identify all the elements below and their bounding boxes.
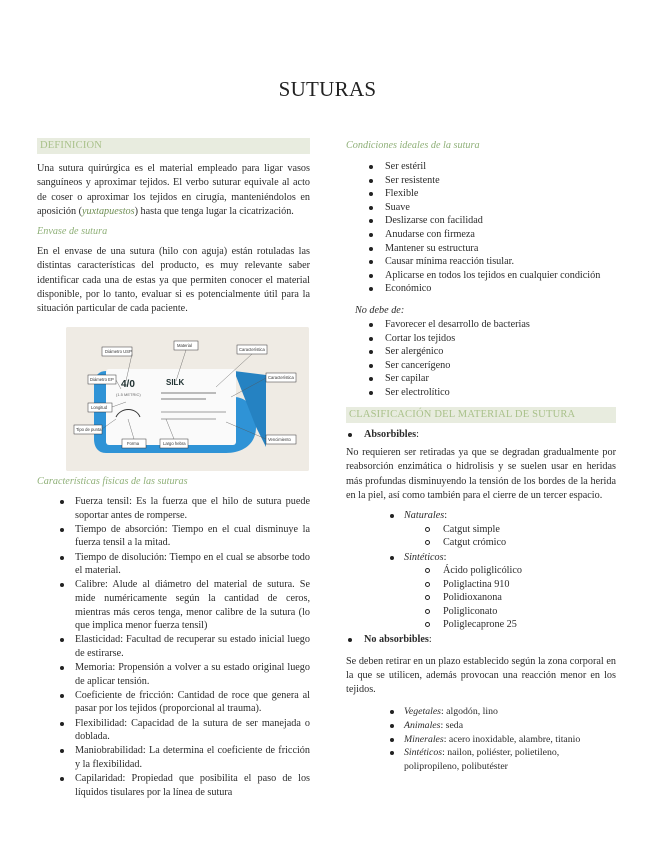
sintetico-item: Poliglecaprone 25 [421,618,616,632]
suture-package-illustration [66,327,309,471]
no-absorbible-item [346,733,616,747]
fisica-item [37,551,310,578]
no-absorbible-label: Sintéticos [404,747,443,759]
ideal-item: Económico [346,282,616,296]
naturales-label: Naturales [404,510,445,522]
no-debe-item: Ser electrolítico [346,386,616,400]
natural-item: Catgut crómico [421,536,616,550]
sintetico-item: Polidioxanona [421,591,616,605]
absorbibles-bullet: Absorbibles: [346,428,616,442]
no-debe-item: Favorecer el desarrollo de bacterias [346,318,616,332]
suture-package-image [66,327,309,471]
no-debe-heading: No debe de: [355,304,405,316]
label-caracteristica-1: Característica [239,347,265,352]
sinteticos-item: Sintéticos: [346,551,616,565]
fisica-item [37,689,310,716]
no-debe-list [346,318,616,400]
no-absorbibles-list [346,705,616,773]
sinteticos-label: Sintéticos [404,551,444,563]
definicion-text-1: Una sutura quirúrgica es el material empleado para ligar vasos sanguíneos y aproximar tejidos. El verbo suturar equivale al acto de coser o aproximar los tejidos en cirugía, manteniéndolos en aposición ( [37,163,310,217]
naturales-item: Naturales: [346,509,616,523]
fisica-term: Fuerza tensil [75,496,130,507]
fisica-term: Elasticidad [75,634,121,646]
no-debe-item: Ser alergénico [346,345,616,359]
fisica-item [37,578,310,632]
no-absorbibles-label: No absorbibles [364,633,429,645]
fisica-item [37,744,310,771]
absorbibles-paragraph: No requieren ser retiradas ya que se degradan gradualmente por reabsorción enzimática o hidrolisis y se suelen usar en heridas más profundas disminuyendo la tensión de los bordes de la herida en la piel, así como también para el cierre de un tercer espacio. [346,447,616,501]
ideal-item: Aplicarse en todos los tejidos en cualquier condición [346,269,616,283]
ideal-item: Flexible [346,187,616,201]
natural-item: Catgut simple [421,523,616,537]
ideales-list [346,160,616,296]
page-title: SUTURAS [278,77,377,101]
fisica-desc: : Capacidad de la sutura de ser manejada o doblada. [75,717,310,743]
no-absorbible-label: Vegetales [404,706,441,718]
absorbibles-label: Absorbibles [364,428,417,440]
package-sub-text: (1.5 METRIC) [116,392,141,397]
fisica-term: Tiempo de absorción [75,523,165,535]
envase-heading: Envase de sutura [37,226,108,238]
definicion-paragraph [37,162,310,219]
fisica-desc: : Tiempo en el cual se absorbe todo el material. [75,551,310,577]
label-diametro-ep: Diámetro EP [90,377,114,382]
sinteticos-list [421,564,616,632]
no-absorbible-item [346,746,616,773]
fisica-desc: : Alude al diámetro del material de sutura. Se mide numéricamente según la cantidad de ceros, mientras más ceros tenga, menor calibre de la sutura (lo que implica menor fuerza tensil) [75,579,310,632]
fisica-item [37,772,310,799]
label-diametro-usp: Diámetro USP [105,349,132,354]
fisica-item [37,661,310,688]
ideal-item: Ser estéril [346,160,616,174]
no-absorbible-text: : seda [440,720,464,732]
label-vencimiento: Vencimiento [268,437,291,442]
fisica-term: Calibre [75,579,105,591]
no-debe-item: Ser cancerígeno [346,359,616,373]
sintetico-item: Poligliconato [421,605,616,619]
fisica-term: Maniobrabilidad [75,745,143,757]
package-brand-text: SILK [166,378,185,387]
no-absorbibles-item: No absorbibles: [346,633,616,647]
fisica-desc: : Es la fuerza que el hilo de sutura puede soportar antes de romperse. [75,496,310,521]
fisica-term: Capilaridad [75,773,123,785]
no-absorbible-text: : acero inoxidable, alambre, titanio [443,733,581,745]
fisica-desc: : Cantidad de roce que genera al pasar por los tejidos (proporcional al trauma). [75,689,311,715]
ideal-item: Suave [346,201,616,215]
label-forma: Forma [127,441,140,446]
label-largo-hebra: Largo hebra [163,441,186,446]
no-absorbible-item [346,719,616,733]
ideal-item: Ser resistente [346,174,616,188]
envase-paragraph: En el envase de una sutura (hilo con aguja) están rotuladas las distintas características del producto, es muy relevante saber identificar cada una de estas ya que permiten conocer el material disponible, por lo tanto, evaluar si es potencialmente útil para la situación particular de cada paciente. [37,246,310,315]
no-absorbible-text: : nailon, poliéster, polietileno, polipropileno, polibutéster [404,747,560,772]
ideal-item: Deslizarse con facilidad [346,214,616,228]
label-material: Material [177,343,192,348]
fisica-item [37,633,310,660]
no-debe-item: Ser capilar [346,372,616,386]
fisica-desc: : Facultad de recuperar su estado inicial luego de estirarse. [75,634,310,659]
no-absorbible-label: Minerales [404,733,444,745]
naturales-list [421,523,616,550]
fisica-term: Flexibilidad [75,717,125,729]
definicion-text-2: ) hasta que tenga lugar la cicatrización. [134,205,294,217]
fisica-term: Tiempo de disolución [75,551,165,563]
label-caracteristica-2: Característica [268,375,294,380]
ideal-item: Causar mínima reacción tisular. [346,255,616,269]
fisica-desc: : Propensión a volver a su estado original luego de aplicar tensión. [75,662,310,687]
label-tipo-de-punta: Tipo de punta [76,427,102,432]
definicion-italic: yuxtapuestos [81,205,135,217]
no-absorbible-text: : algodón, lino [441,706,498,718]
fisica-term: Coeficiente de fricción [75,689,171,701]
fisica-desc: : La determina el coeficiente de fricción y la flexibilidad. [75,745,310,771]
fisicas-list [37,495,310,800]
ideales-heading: Condiciones ideales de la sutura [346,140,480,151]
fisica-item [37,717,310,744]
package-main-text: 4/0 [121,379,135,390]
no-absorbible-label: Animales [404,720,441,732]
fisica-item [37,495,310,522]
clasificacion-heading: CLASIFICACIÓN DEL MATERIAL DE SUTURA [346,407,616,423]
ideal-item: Mantener su estructura [346,242,616,256]
sintetico-item: Poliglactina 910 [421,578,616,592]
label-longitud: Longitud [91,405,108,410]
fisica-term: Memoria [75,662,113,674]
right-column [346,138,616,773]
definicion-heading: DEFINICION [37,138,310,154]
ideal-item: Anudarse con firmeza [346,228,616,242]
sintetico-item: Ácido poliglicólico [421,564,616,578]
fisica-item [37,523,310,550]
fisica-desc: : Tiempo en el cual disminuye la fuerza tensil a la mitad. [75,523,310,549]
no-absorbible-item [346,705,616,719]
no-debe-item: Cortar los tejidos [346,332,616,346]
fisicas-heading: Características físicas de las suturas [37,476,188,487]
no-absorbibles-paragraph: Se deben retirar en un plazo establecido según la zona corporal en la que se utilicen, además provocan una reacción menor en los tejidos. [346,655,616,696]
fisica-desc: : Propiedad que posibilita el paso de los líquidos tisulares por la línea de sutura [75,773,310,798]
